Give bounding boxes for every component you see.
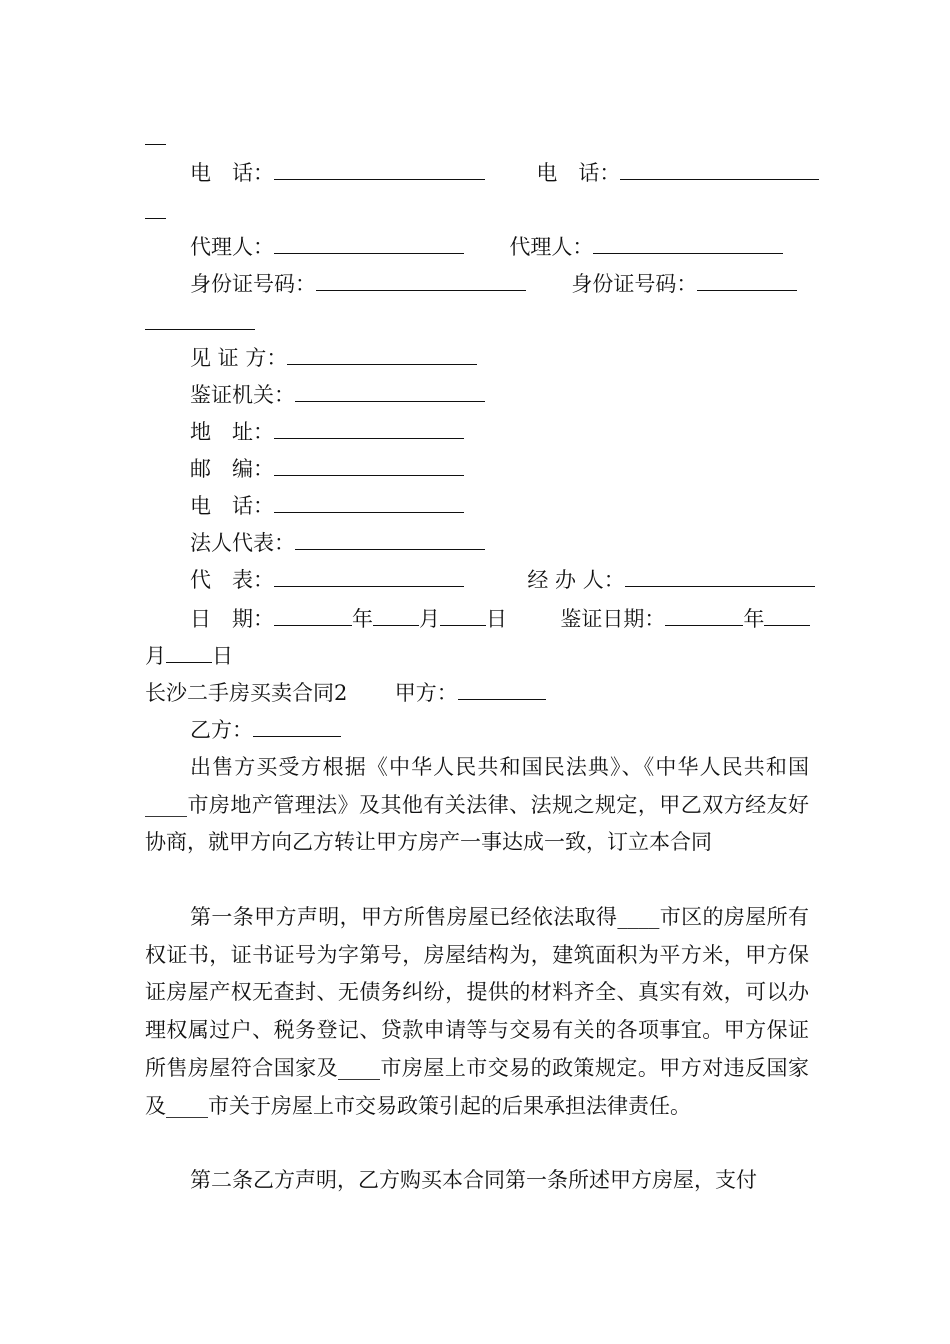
handler-label: 经 办 人： (527, 568, 625, 592)
date-label: 日 期： (190, 607, 274, 631)
id-label-b: 身份证号码： (571, 272, 698, 296)
legal-rep-blank[interactable] (295, 531, 485, 550)
address-blank[interactable] (274, 420, 464, 439)
agent-blank-b[interactable] (593, 235, 783, 254)
notary-month-blank[interactable] (764, 607, 810, 626)
address-label: 地 址： (190, 420, 274, 444)
continued-underline (145, 124, 166, 152)
postcode-row (190, 455, 464, 483)
article-1-paragraph: 第一条甲方声明，甲方所售房屋已经依法取得____市区的房屋所有权证书，证书证号为字第号，房屋结构为，建筑面积为平方米，甲方保证房屋产权无查封、无债务纠纷，提供的材料齐全、真实有效，可以办理权属过户、税务登记、贷款申请等与交易有关的各项事宜。甲方保证所售房屋符合国家及____市房屋上市交易的政策规定。甲方对违反国家及____市关于房屋上市交易政策引起的后果承担法律责任。 (145, 905, 809, 1118)
article-2-paragraph: 第二条乙方声明，乙方购买本合同第一条所述甲方房屋，支付 (190, 1168, 757, 1192)
notary-day-blank[interactable] (166, 644, 212, 663)
postcode-blank[interactable] (274, 457, 464, 476)
notary-month: 月 (145, 644, 166, 668)
phone-wrap-underline (145, 198, 166, 226)
intro-paragraph: 出售方买受方根据《中华人民共和国民法典》、《中华人民共和国____市房地产管理法》及其他有关法律、法规之规定，甲乙双方经友好协商，就甲方向乙方转让甲方房产一事达成一致，订立本合同 (145, 755, 809, 855)
handler-blank[interactable] (625, 568, 815, 587)
party-b-blank[interactable] (253, 718, 341, 737)
date-year-blank[interactable] (274, 607, 352, 626)
phone-blank-a[interactable] (274, 161, 485, 180)
id-row (190, 270, 797, 298)
id-label-a: 身份证号码： (190, 272, 316, 296)
date-day: 日 (486, 607, 507, 631)
phone-row (190, 159, 819, 187)
date-wrap-row (145, 642, 233, 670)
phone-blank-b[interactable] (620, 161, 819, 180)
witness-blank[interactable] (287, 346, 477, 365)
contract2-title-row (145, 679, 546, 707)
postcode-label: 邮 编： (190, 457, 274, 481)
phone2-row (190, 492, 464, 520)
rep-row (190, 566, 815, 594)
date-row (190, 605, 810, 633)
phone2-blank[interactable] (274, 494, 464, 513)
legal-rep-label: 法人代表： (190, 531, 295, 555)
agent-row (190, 233, 783, 261)
phone-label-a: 电 话： (190, 161, 274, 185)
notary-day: 日 (212, 644, 233, 668)
witness-label: 见 证 方： (190, 346, 288, 370)
notary-year-blank[interactable] (665, 607, 743, 626)
rep-label: 代 表： (190, 568, 274, 592)
party-a-label: 甲方： (394, 681, 458, 705)
agent-blank-a[interactable] (274, 235, 464, 254)
date-year: 年 (352, 607, 373, 631)
legal-rep-row (190, 529, 485, 557)
address-row (190, 418, 464, 446)
id-blank-a[interactable] (316, 272, 526, 291)
notary-year: 年 (743, 607, 765, 631)
phone-label-b: 电 话： (536, 161, 621, 185)
date-month: 月 (419, 607, 440, 631)
id-wrap-underline (145, 309, 255, 337)
notary-date-label: 鉴证日期： (560, 607, 666, 631)
party-a-blank[interactable] (458, 681, 546, 700)
party-b-label: 乙方： (190, 718, 253, 742)
date-day-blank[interactable] (440, 607, 486, 626)
notary-label: 鉴证机关： (190, 383, 295, 407)
agent-label-b: 代理人： (509, 235, 594, 259)
date-month-blank[interactable] (373, 607, 419, 626)
notary-blank[interactable] (295, 383, 485, 402)
party-b-row (190, 716, 341, 744)
rep-blank[interactable] (274, 568, 464, 587)
contract2-title: 长沙二手房买卖合同2 (145, 681, 348, 705)
id-blank-b[interactable] (697, 272, 797, 291)
notary-row (190, 381, 485, 409)
agent-label-a: 代理人： (190, 235, 274, 259)
phone2-label: 电 话： (190, 494, 274, 518)
witness-row (190, 344, 477, 372)
